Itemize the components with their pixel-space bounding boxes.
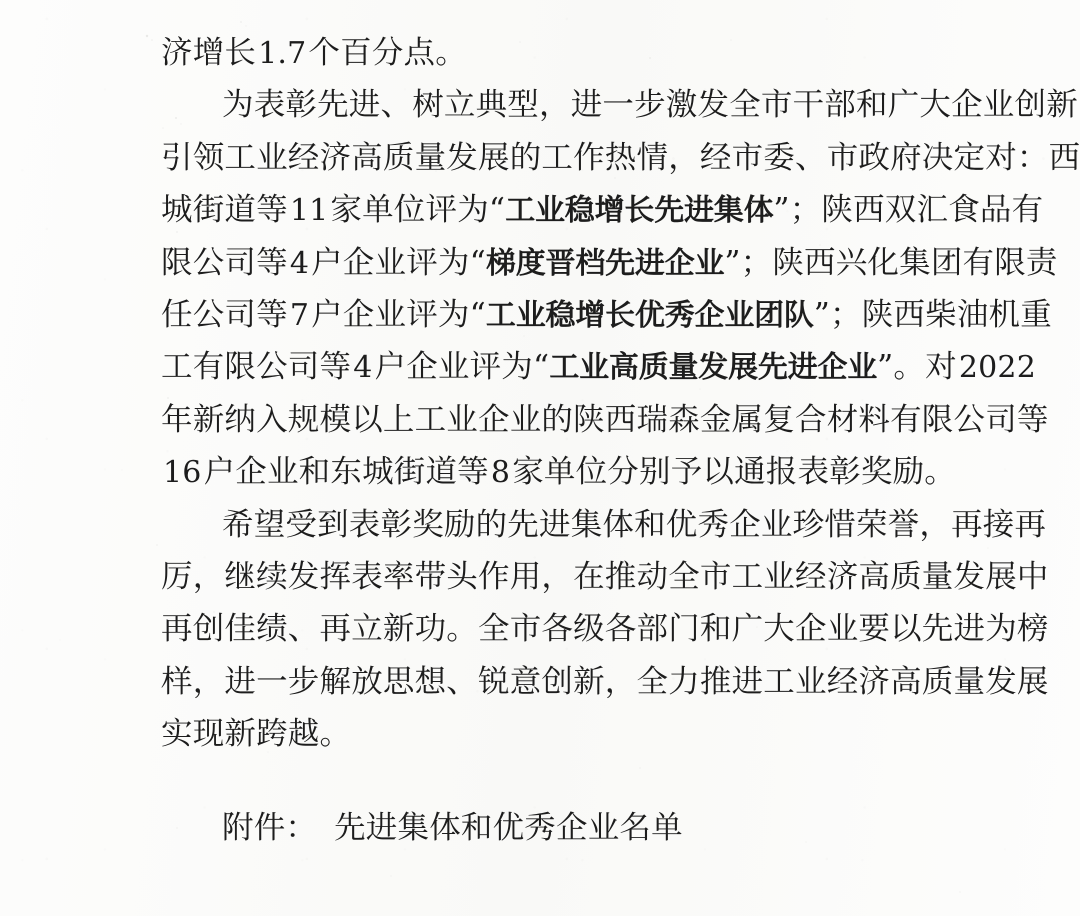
text-line-1	[161, 79, 1078, 131]
commendation-enterprise-count: 16	[163, 455, 202, 491]
text-line-0	[161, 27, 965, 79]
text-line-4	[161, 237, 1058, 289]
award-2-unit-count: 4	[289, 245, 310, 281]
line4-pre: 限公司等	[161, 244, 288, 281]
line6-mid: 户企业评为“	[374, 349, 550, 386]
text-line-8	[161, 446, 965, 498]
document-text-block	[161, 27, 1080, 855]
line10-text: 厉，继续发挥表率带头作用，在推动全市工业经济高质量发展中	[161, 558, 1049, 595]
award-1-unit-count: 11	[289, 193, 329, 229]
line3-post: ”；陕西双汇食品有	[773, 192, 1044, 229]
commendation-unit-count: 8	[490, 455, 511, 491]
line8-post: 家单位分别予以通报表彰奖励。	[512, 454, 956, 491]
award-3-unit-count: 7	[289, 297, 310, 333]
line11-text: 再创佳绩、再立新功。全市各级各部门和广大企业要以先进为榜	[161, 611, 1049, 648]
text-line-13	[161, 708, 965, 760]
award-title-1: 工业稳增长先进集体	[505, 193, 774, 229]
line5-post: ”；陕西柴油机重	[813, 296, 1052, 333]
commendation-year: 2022	[958, 350, 1036, 386]
award-title-2: 梯度晋档先进企业	[485, 245, 725, 281]
attachment-title: 先进集体和优秀企业名单	[334, 810, 683, 847]
line5-mid: 户企业评为“	[311, 296, 486, 333]
award-4-unit-count: 4	[353, 350, 373, 386]
line3-pre: 城街道等	[161, 192, 288, 229]
line4-mid: 户企业评为“	[311, 244, 486, 281]
line6-post: ”。对	[877, 349, 957, 386]
line7-text: 年新纳入规模以上工业企业的陕西瑞森金属复合材料有限公司等	[161, 401, 1049, 438]
text-line-6	[161, 341, 1036, 393]
line0-pre: 济增长	[161, 35, 257, 71]
text-line-7	[161, 394, 1049, 446]
paragraph-spacer	[161, 760, 965, 802]
line13-text: 实现新跨越。	[161, 716, 352, 753]
growth-figure-value: 1.7	[258, 36, 307, 71]
line3-mid: 家单位评为“	[330, 192, 506, 229]
line9-text: 希望受到表彰奖励的先进集体和优秀企业珍惜荣誉，再接再	[222, 506, 1047, 543]
line2-text: 引领工业经济高质量发展的工作热情，经市委、市政府决定对：西	[161, 139, 1080, 176]
line0-post: 个百分点。	[308, 35, 467, 71]
line4-post: ”；陕西兴化集团有限责	[724, 244, 1058, 281]
text-line-3	[161, 184, 1044, 236]
line8-mid: 户企业和东城街道等	[203, 454, 489, 491]
text-line-12	[161, 656, 1049, 708]
line12-text: 样，进一步解放思想、锐意创新，全力推进工业经济高质量发展	[161, 663, 1049, 700]
text-line-10	[161, 551, 1049, 603]
line6-pre: 工有限公司等	[161, 349, 352, 386]
text-line-2	[161, 132, 1080, 184]
award-title-3: 工业稳增长优秀企业团队	[485, 297, 814, 333]
attachment-label: 附件：	[222, 810, 318, 847]
line1-text: 为表彰先进、树立典型，进一步激发全市干部和广大企业创新	[222, 87, 1078, 124]
text-line-9	[161, 499, 1047, 551]
award-title-4: 工业高质量发展先进企业	[549, 350, 878, 386]
text-line-5	[161, 289, 1052, 341]
attachment-line	[161, 802, 965, 854]
text-line-11	[161, 603, 1049, 655]
line5-pre: 任公司等	[161, 296, 288, 333]
